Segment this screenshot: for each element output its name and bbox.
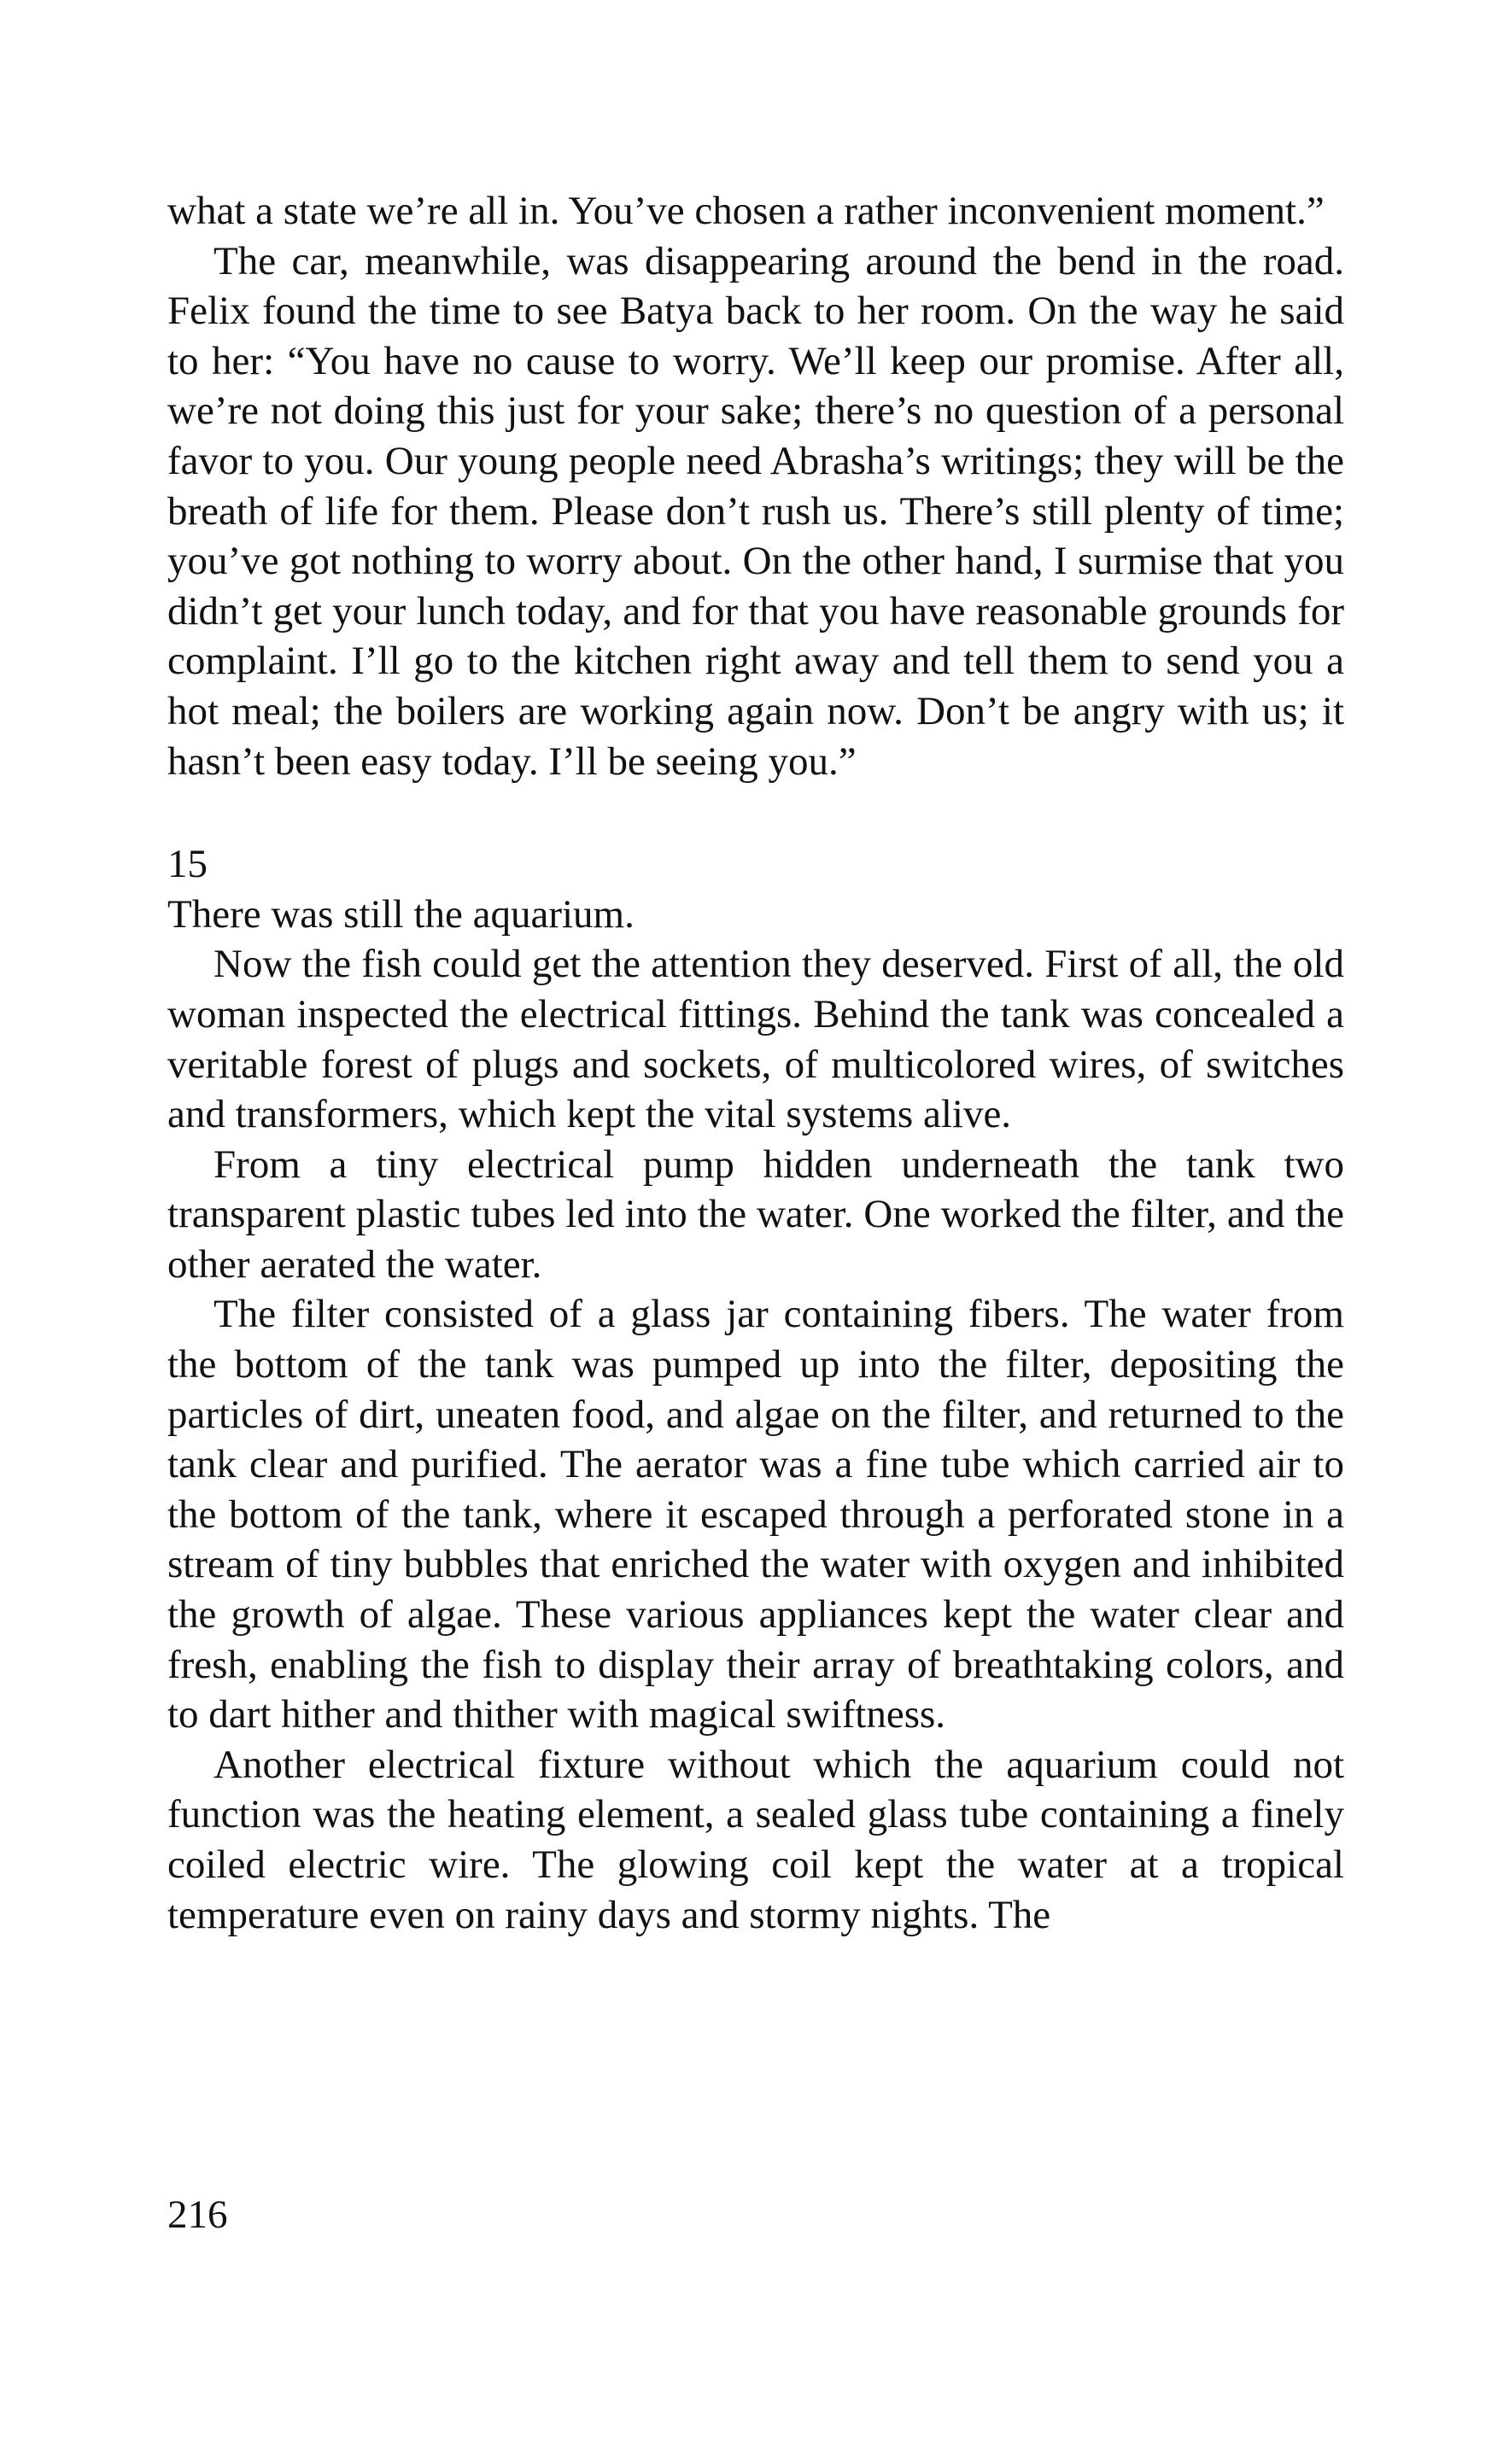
paragraph-pump: From a tiny electrical pump hidden underneath the tank two transparent plastic tubes led into the water. One worked the filter, and the other aerated the water. [167, 1141, 1344, 1287]
section-first-line: There was still the aquarium. [167, 891, 635, 937]
paragraph-felix: The car, meanwhile, was disappearing around the bend in the road. Felix found the time to see Batya back to her room. On the way he said to her: “You have no cause to worry. We’ll keep our promise. After all, we’re not doing this just for your sake; there’s no question of a personal favor to you. Our young people need Abrasha’s writings; they will be the breath of life for them. Please don’t rush us. There’s still plenty of time; you’ve got nothing to worry about. On the other hand, I surmise that you didn’t get your lunch today, and for that you have reasonable grounds for complaint. I’ll go to the kitchen right away and tell them to send you a hot meal; the boilers are working again now. Don’t be angry with us; it hasn’t been easy today. I’ll be seeing you.” [167, 238, 1344, 784]
page-number: 216 [167, 2192, 228, 2237]
opening-block [167, 186, 1344, 786]
paragraph-continued: what a state we’re all in. You’ve chosen a rather inconvenient moment.” [167, 189, 1325, 233]
section-number: 15 [167, 842, 208, 887]
paragraph-fish: Now the fish could get the attention they deserved. First of all, the old woman inspected the electrical fittings. Behind the tank was concealed a veritable forest of plugs and sockets, of multicolored wires, of switches and transformers, which kept the vital systems alive. [167, 942, 1344, 1137]
paragraph-filter: The filter consisted of a glass jar containing fibers. The water from the bottom of the tank was pumped up into the filter, depositing the particles of dirt, uneaten food, and algae on the filter, and returned to the tank clear and purified. The aerator was a fine tube which carried air to the bottom of the tank, where it escaped through a perforated stone in a stream of tiny bubbles that enriched the water with oxygen and inhibited the growth of algae. These various appliances kept the water clear and fresh, enabling the fish to display their array of breathtaking colors, and to dart hither and thither with magical swiftness. [167, 1292, 1344, 1737]
page-body [167, 186, 1344, 1940]
paragraph-heating: Another electrical fixture without which the aquarium could not function was the heating element, a sealed glass tube containing a finely coiled electric wire. The glowing coil kept the water at a tropical temperature even on rainy days and stormy nights. The [167, 1742, 1344, 1937]
